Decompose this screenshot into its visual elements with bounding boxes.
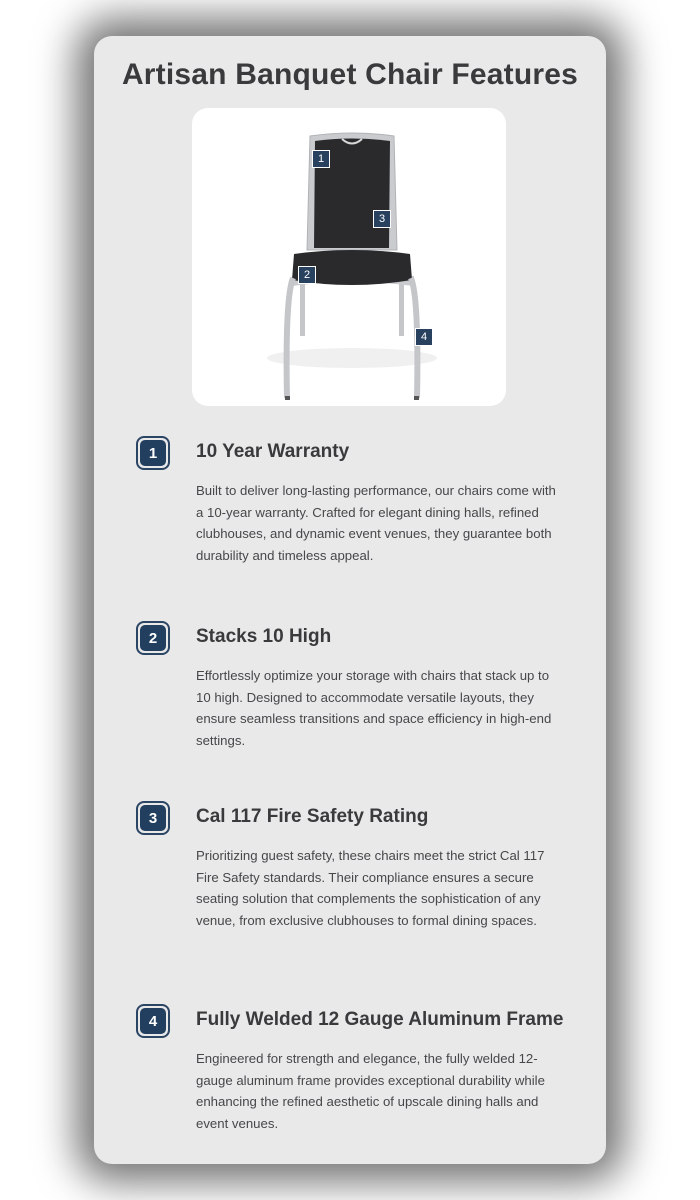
marker-2[interactable]: 2 xyxy=(298,266,316,284)
feature-description: Prioritizing guest safety, these chairs meet the strict Cal 117 Fire Safety standards. Their compliance ensures a secure seating solution that complements the sophistication of any venue, from exclusive clubhouses to formal dining spaces. xyxy=(196,848,545,928)
feature-number: 2 xyxy=(140,625,166,651)
feature-title: Cal 117 Fire Safety Rating xyxy=(196,806,429,827)
feature-title: Fully Welded 12 Gauge Aluminum Frame xyxy=(196,1009,564,1030)
feature-description: Effortlessly optimize your storage with chairs that stack up to 10 high. Designed to accommodate versatile layouts, they ensure seamless transitions and space efficiency in high-end settings. xyxy=(196,668,552,748)
feature-number-badge xyxy=(136,621,170,655)
chair-illustration xyxy=(192,108,506,406)
feature-title: 10 Year Warranty xyxy=(196,441,350,462)
marker-1[interactable]: 1 xyxy=(312,150,330,168)
chair-image xyxy=(192,108,506,406)
feature-description: Engineered for strength and elegance, the fully welded 12-gauge aluminum frame provides exceptional durability while enhancing the refined aesthetic of upscale dining halls and event venues. xyxy=(196,1051,545,1131)
feature-number-badge xyxy=(136,436,170,470)
feature-number: 1 xyxy=(140,440,166,466)
feature-number: 4 xyxy=(140,1008,166,1034)
features-card xyxy=(94,36,606,1164)
feature-title: Stacks 10 High xyxy=(196,626,332,647)
feature-description: Built to deliver long-lasting performance, our chairs come with a 10-year warranty. Crafted for elegant dining halls, refined clubhouses, and dynamic event venues, they guarantee both durability and timeless appeal. xyxy=(196,483,556,563)
feature-number: 3 xyxy=(140,805,166,831)
marker-4[interactable]: 4 xyxy=(415,328,433,346)
marker-3[interactable]: 3 xyxy=(373,210,391,228)
page-title: Artisan Banquet Chair Features xyxy=(121,58,579,91)
feature-number-badge xyxy=(136,801,170,835)
feature-number-badge xyxy=(136,1004,170,1038)
